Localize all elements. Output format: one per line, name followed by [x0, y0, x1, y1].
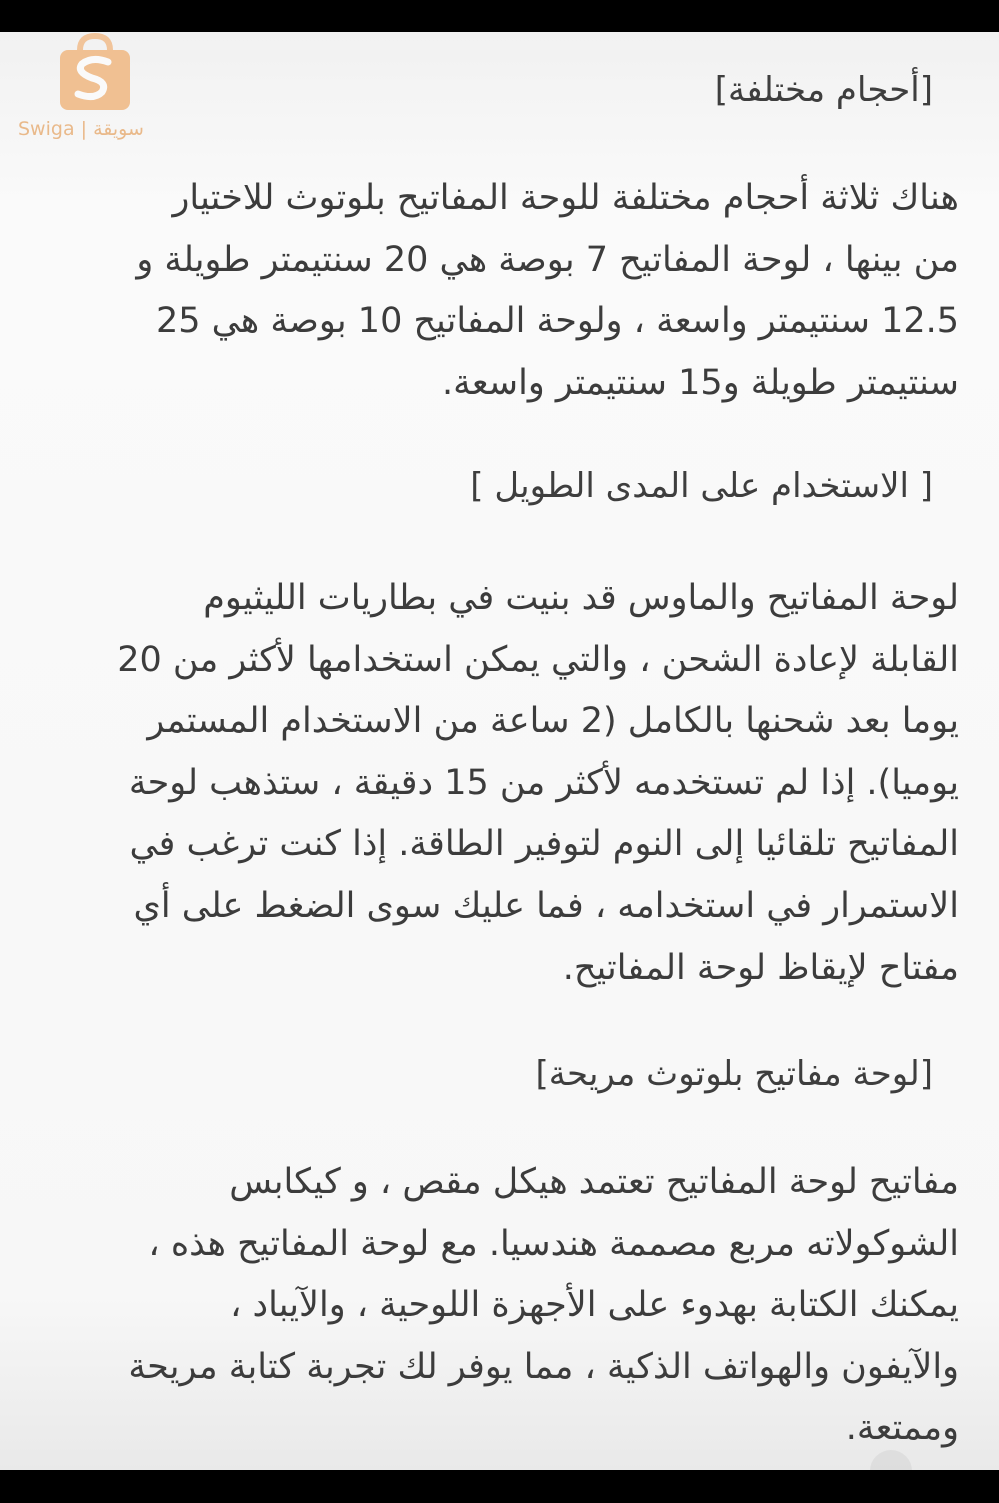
- paragraph-line: يمكنك الكتابة بهدوء على الأجهزة اللوحية ، والآيباد ،: [230, 1285, 959, 1326]
- watermark-logo: [14, 32, 174, 152]
- paragraph-line: مفاتيح لوحة المفاتيح تعتمد هيكل مقص ، و كيكابس: [229, 1162, 959, 1202]
- article-page[interactable]: [0, 32, 999, 1470]
- section-heading: [لوحة مفاتيح بلوتوث مريحة]: [535, 1054, 933, 1094]
- section-paragraph: [40, 1152, 959, 1460]
- paragraph-line: 12.5 سنتيمتر واسعة ، ولوحة المفاتيح 10 بوصة هي 25: [155, 301, 959, 342]
- watermark-brand-text: Swiga | سويقة: [18, 118, 144, 140]
- paragraph-line: والآيفون والهواتف الذكية ، مما يوفر لك تجربة كتابة مريحة: [128, 1346, 959, 1387]
- shopping-bag-s-logo-icon: [52, 32, 138, 114]
- section-paragraph: [40, 168, 959, 414]
- paragraph-line: الشوكولاته مربع مصممة هندسيا. مع لوحة المفاتيح هذه ،: [148, 1223, 959, 1264]
- paragraph-line: الاستمرار في استخدامه ، فما عليك سوى الضغط على أي: [133, 885, 959, 926]
- paragraph-line: المفاتيح تلقائيا إلى النوم لتوفير الطاقة. إذا كنت ترغب في: [129, 824, 959, 865]
- paragraph-line: يوميا). إذا لم تستخدمه لأكثر من 15 دقيقة ، ستذهب لوحة: [128, 762, 959, 803]
- paragraph-line: مفتاح لإيقاظ لوحة المفاتيح.: [562, 947, 959, 988]
- paragraph-line: سنتيمتر طويلة و15 سنتيمتر واسعة.: [442, 362, 959, 403]
- section-heading: [أحجام مختلفة]: [714, 70, 933, 110]
- paragraph-line: لوحة المفاتيح والماوس قد بنيت في بطاريات الليثيوم: [203, 578, 959, 618]
- paragraph-line: يوما بعد شحنها بالكامل (2 ساعة من الاستخدام المستمر: [147, 701, 959, 742]
- paragraph-line: وممتعة.: [845, 1408, 959, 1449]
- paragraph-line: هناك ثلاثة أحجام مختلفة للوحة المفاتيح بلوتوث للاختيار: [172, 178, 959, 218]
- section-heading: [ الاستخدام على المدى الطويل ]: [470, 466, 933, 506]
- paragraph-line: من بينها ، لوحة المفاتيح 7 بوصة هي 20 سنتيمتر طويلة و: [136, 239, 959, 280]
- section-paragraph: [40, 568, 959, 999]
- paragraph-line: القابلة لإعادة الشحن ، والتي يمكن استخدامها لأكثر من 20: [117, 639, 959, 680]
